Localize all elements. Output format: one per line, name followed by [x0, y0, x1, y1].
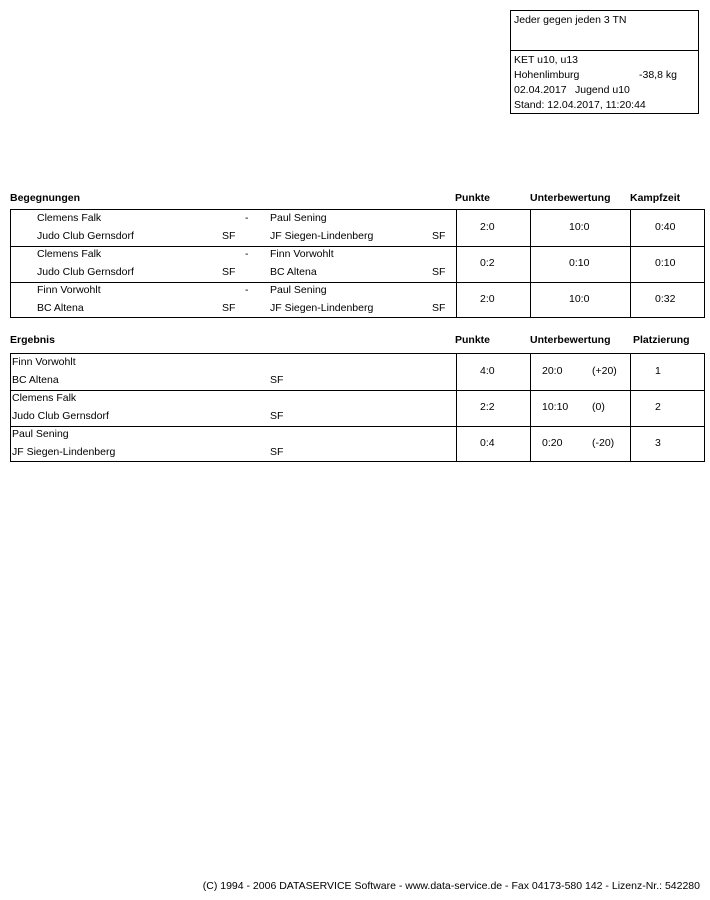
versus-dash: -: [245, 212, 249, 224]
fighter-2-state: SF: [432, 302, 446, 314]
fighter-1-name: Clemens Falk: [37, 212, 102, 224]
results-sub-header: Unterbewertung: [530, 334, 611, 346]
versus-dash: -: [245, 248, 249, 260]
match-points: 0:2: [480, 257, 495, 269]
fighter-1-state: SF: [222, 230, 236, 242]
table-row: [11, 426, 704, 463]
total-points: 4:0: [480, 365, 495, 377]
match-sub-score: 10:0: [569, 293, 590, 305]
match-time: 0:10: [655, 257, 676, 269]
table-row: [11, 354, 704, 390]
event-date: 02.04.2017: [514, 84, 567, 96]
total-sub-score: 0:20: [542, 437, 563, 449]
placement: 3: [655, 437, 661, 449]
bracket-type: Jeder gegen jeden 3 TN: [514, 14, 627, 26]
footer-copyright: (C) 1994 - 2006 DATASERVICE Software - www.data-service.de - Fax 04173-580 142 - Lizenz-Nr.: 542280: [202, 880, 700, 892]
fighter-1-club: Judo Club Gernsdorf: [37, 230, 134, 242]
match-points: 2:0: [480, 221, 495, 233]
score-difference: (-20): [592, 437, 615, 449]
athlete-state: SF: [270, 410, 284, 422]
results-heading: Ergebnis: [10, 334, 55, 346]
age-category: Jugend u10: [575, 84, 630, 96]
athlete-club: JF Siegen-Lindenberg: [12, 446, 116, 458]
total-sub-score: 20:0: [542, 365, 563, 377]
fighter-1-name: Clemens Falk: [37, 248, 102, 260]
fighter-2-name: Paul Sening: [270, 212, 327, 224]
fighter-2-state: SF: [432, 266, 446, 278]
athlete-name: Finn Vorwohlt: [12, 356, 76, 368]
placement: 2: [655, 401, 661, 413]
fighter-2-club: JF Siegen-Lindenberg: [270, 230, 374, 242]
fighter-2-club: JF Siegen-Lindenberg: [270, 302, 374, 314]
athlete-state: SF: [270, 374, 284, 386]
total-sub-score: 10:10: [542, 401, 569, 413]
placement: 1: [655, 365, 661, 377]
table-row: [11, 390, 704, 427]
weight-class: -38,8 kg: [639, 69, 677, 81]
fighter-2-state: SF: [432, 230, 446, 242]
encounters-time-header: Kampfzeit: [630, 192, 681, 204]
results-place-header: Platzierung: [633, 334, 690, 346]
fighter-1-club: BC Altena: [37, 302, 84, 314]
fighter-1-state: SF: [222, 302, 236, 314]
total-points: 0:4: [480, 437, 495, 449]
fighter-1-club: Judo Club Gernsdorf: [37, 266, 134, 278]
encounters-table: [10, 209, 705, 318]
encounters-sub-header: Unterbewertung: [530, 192, 611, 204]
results-points-header: Punkte: [455, 334, 491, 346]
athlete-name: Clemens Falk: [12, 392, 77, 404]
table-row: [11, 210, 704, 246]
info-box: [510, 10, 699, 114]
encounters-heading: Begegnungen: [10, 192, 80, 204]
score-difference: (0): [592, 401, 605, 413]
versus-dash: -: [245, 284, 249, 296]
athlete-club: Judo Club Gernsdorf: [12, 410, 109, 422]
table-row: [11, 246, 704, 283]
fighter-1-state: SF: [222, 266, 236, 278]
encounters-points-header: Punkte: [455, 192, 491, 204]
results-table: [10, 353, 705, 462]
table-row: [11, 282, 704, 319]
event-name: KET u10, u13: [514, 54, 579, 66]
status-timestamp: Stand: 12.04.2017, 11:20:44: [514, 99, 646, 111]
fighter-2-name: Finn Vorwohlt: [270, 248, 334, 260]
match-sub-score: 0:10: [569, 257, 590, 269]
athlete-state: SF: [270, 446, 284, 458]
match-points: 2:0: [480, 293, 495, 305]
info-divider: [511, 50, 698, 51]
athlete-name: Paul Sening: [12, 428, 69, 440]
event-location: Hohenlimburg: [514, 69, 580, 81]
score-difference: (+20): [592, 365, 617, 377]
match-sub-score: 10:0: [569, 221, 590, 233]
athlete-club: BC Altena: [12, 374, 59, 386]
fighter-1-name: Finn Vorwohlt: [37, 284, 101, 296]
total-points: 2:2: [480, 401, 495, 413]
match-time: 0:40: [655, 221, 676, 233]
fighter-2-name: Paul Sening: [270, 284, 327, 296]
match-time: 0:32: [655, 293, 676, 305]
fighter-2-club: BC Altena: [270, 266, 317, 278]
